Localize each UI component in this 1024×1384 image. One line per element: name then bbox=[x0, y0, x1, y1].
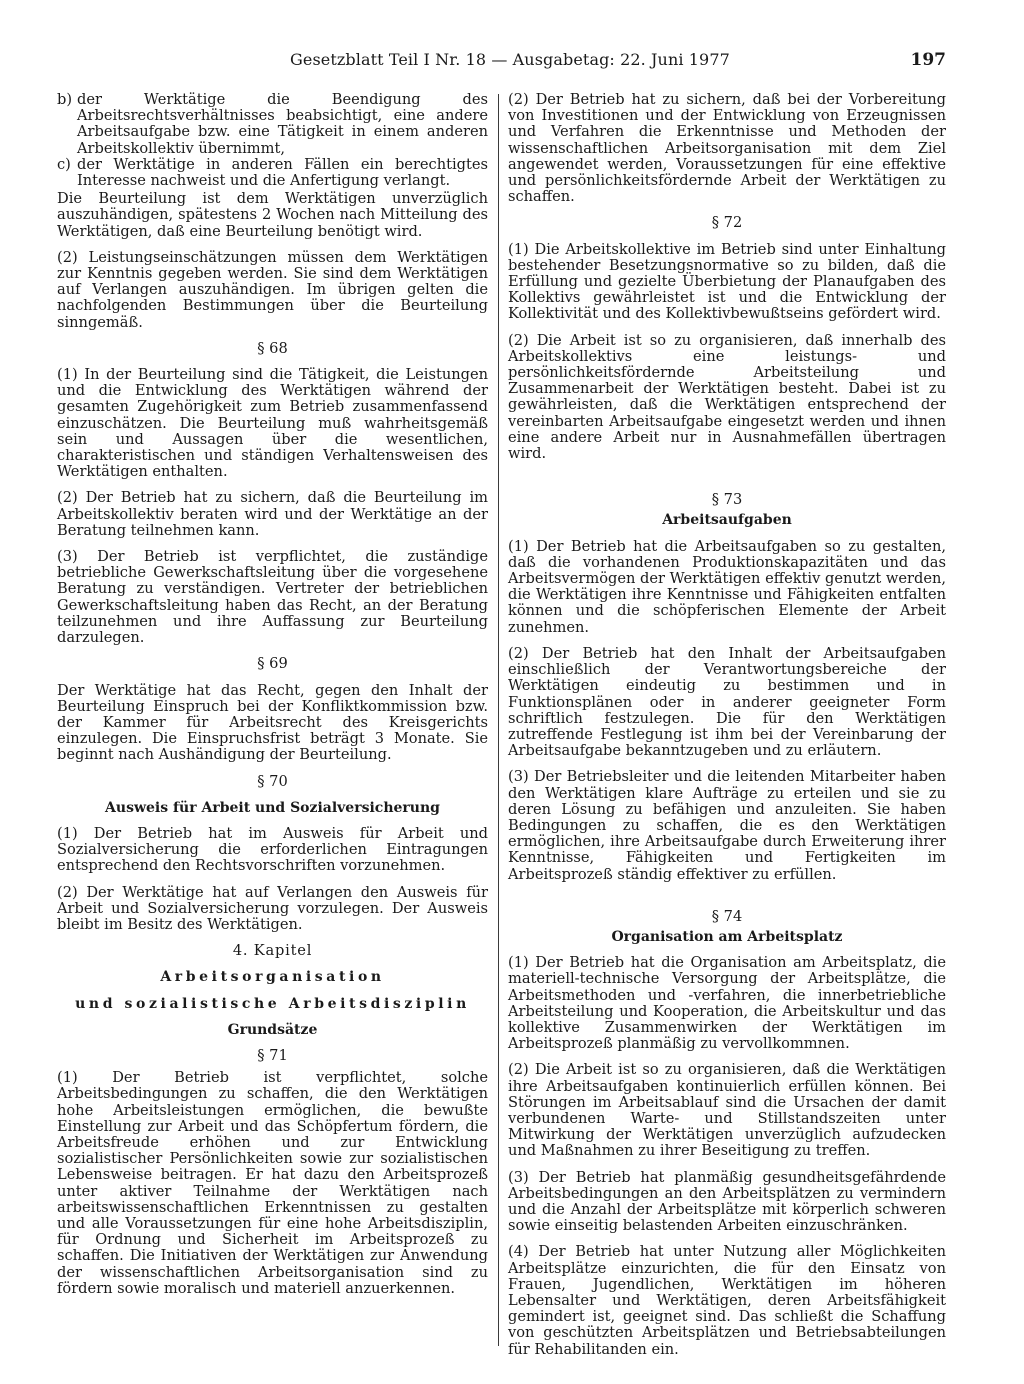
left-column bbox=[57, 92, 488, 1307]
right-column bbox=[508, 92, 946, 1368]
gazette-title: Gesetzblatt Teil I Nr. 18 — Ausgabetag: 22. Juni 1977 bbox=[290, 50, 730, 69]
paragraph-71-2: (2) Der Betrieb hat zu sichern, daß bei der Vorbereitung von Investitionen und der Entwicklung von Erzeugnissen und Verfahren die Erkenntnisse und Methoden der wissenschaftlichen Arbeitsorganisation mit dem Ziel angewendet werden, Voraussetzungen für eine effektive und persönlichkeitsfördernde Arbeit der Werktätigen zu schaffen. bbox=[508, 91, 946, 206]
paragraph-73-2: (2) Der Betrieb hat den Inhalt der Arbeitsaufgaben einschließlich der Verantwortungsbereiche der Werktätigen eindeutig zu bestimmen und in Funktionsplänen oder in anderer geeigneter Form schriftlich festzulegen. Die für den Werktätigen zutreffende Festlegung ist ihm bei der Vereinbarung der Arbeitsaufgabe bekanntzugeben und zu erläutern. bbox=[508, 644, 946, 760]
section-heading-74: § 74 bbox=[711, 907, 743, 925]
list-item-text: der Werktätige die Beendigung des Arbeitsrechtsverhältnisses beabsichtigt, eine andere Arbeitsaufgabe bzw. eine Tätigkeit in einem anderen Arbeitskollektiv übernimmt, bbox=[77, 91, 488, 157]
section-title-73: Arbeitsaufgaben bbox=[662, 512, 792, 529]
page-header bbox=[290, 50, 946, 74]
list-item-c bbox=[57, 157, 488, 189]
section-heading-73: § 73 bbox=[711, 491, 743, 509]
list-item-text: der Werktätige in anderen Fällen ein berechtigtes Interesse nachweist und die Anfertigung verlangt. bbox=[77, 155, 488, 190]
paragraph-68-2: (2) Der Betrieb hat zu sichern, daß die Beurteilung im Arbeitskollektiv beraten wird und der Werktätige an der Beratung teilnehmen kann. bbox=[57, 489, 488, 539]
list-item-label: b) bbox=[57, 91, 73, 108]
section-heading-70: § 70 bbox=[257, 772, 288, 790]
list-item-label: c) bbox=[57, 155, 71, 173]
paragraph-73-3: (3) Der Betriebsleiter und die leitenden Mitarbeiter haben den Werktätigen klare Aufträge zu erteilen und sie zu deren Lösung zu befähigen und anzuleiten. Sie haben Bedingungen zu schaffen, die es den Werktätigen ermöglichen, ihre Arbeitsaufgabe durch Erweiterung ihrer Kenntnisse, Fähigkeiten und Fertigkeiten im Arbeitsprozeß ständig effektiver zu erfüllen. bbox=[508, 768, 946, 883]
paragraph-69: Der Werktätige hat das Recht, gegen den Inhalt der Beurteilung Einspruch bei der Konfliktkommission bzw. der Kammer für Arbeitsrecht des Kreisgerichts einzulegen. Die Einspruchsfrist beträgt 3 Monate. Sie beginnt nach Aushändigung der Beurteilung. bbox=[57, 681, 488, 764]
section-heading-69: § 69 bbox=[257, 655, 288, 673]
chapter-title-line-1: Arbeitsorganisation bbox=[160, 969, 385, 986]
list-item-b bbox=[57, 92, 488, 157]
paragraph-73-1: (1) Der Betrieb hat die Arbeitsaufgaben so zu gestalten, daß die vorhandenen Produktionskapazitäten und das Arbeitsvermögen der Werktätigen effektiv genutzt werden, die Werktätigen ihre Kenntnisse und Fähigkeiten entfalten können und die schöpferischen Elemente der Arbeit zunehmen. bbox=[508, 537, 946, 636]
paragraph-leistungseinschaetzungen: (2) Leistungseinschätzungen müssen dem Werktätigen zur Kenntnis gegeben werden. Sie sind dem Werktätigen auf Verlangen auszuhändigen. Im übrigen gelten die nachfolgenden Bestimmungen über die Beurteilung sinngemäß. bbox=[57, 248, 488, 331]
paragraph-beurteilung: Die Beurteilung ist dem Werktätigen unverzüglich auszuhändigen, spätestens 2 Wochen nach Mitteilung des Werktätigen, daß eine Beurteilung benötigt wird. bbox=[57, 190, 488, 240]
paragraph-70-1: (1) Der Betrieb hat im Ausweis für Arbeit und Sozialversicherung die erforderlichen Eintragungen entsprechend den Rechtsvorschriften vorzunehmen. bbox=[57, 824, 488, 875]
column-divider bbox=[498, 94, 499, 1346]
paragraph-71-1: (1) Der Betrieb ist verpflichtet, solche Arbeitsbedingungen zu schaffen, die den Werktätigen hohe Arbeitsleistungen ermöglichen, die bewußte Einstellung zur Arbeit und das Schöpfertum fördern, die Arbeitsfreude erhöhen und zur Entwicklung sozialistischer Persönlichkeiten sowie zur sozialistischen Lebensweise beitragen. Er hat dazu den Arbeitsprozeß unter aktiver Teilnahme der Werktätigen nach arbeitswissenschaftlichen Erkenntnissen zu gestalten und alle Voraussetzungen für eine hohe Arbeitsdisziplin, für Ordnung und Sicherheit im Arbeitsprozeß zu schaffen. Die Initiativen der Werktätigen zur Anwendung der wissenschaftlichen Arbeitsorganisation sind zu fördern sowie moralisch und materiell anzuerkennen. bbox=[57, 1069, 488, 1297]
section-heading-68: § 68 bbox=[257, 339, 288, 357]
paragraph-70-2: (2) Der Werktätige hat auf Verlangen den Ausweis für Arbeit und Sozialversicherung vorzulegen. Der Ausweis bleibt im Besitz des Werktätigen. bbox=[57, 883, 488, 933]
paragraph-72-2: (2) Die Arbeit ist so zu organisieren, daß innerhalb des Arbeitskollektivs eine leistungs- und persönlichkeitsfördernde Arbeitsteilung und Zusammenarbeit der Werktätigen besteht. Dabei ist zu gewährleisten, daß die Werktätigen entsprechend der vereinbarten Arbeitsaufgabe eingesetzt werden und ihnen eine andere Arbeit nur in Ausnahmefällen übertragen wird. bbox=[508, 331, 946, 463]
paragraph-68-3: (3) Der Betrieb ist verpflichtet, die zuständige betriebliche Gewerkschaftsleitung über die vorgesehene Beratung zu verständigen. Vertreter der betrieblichen Gewerkschaftsleitung haben das Recht, an der Beratung teilzunehmen und ihre Auffassung zur Beurteilung darzulegen. bbox=[57, 548, 488, 647]
page-number: 197 bbox=[910, 50, 946, 70]
paragraph-74-3: (3) Der Betrieb hat planmäßig gesundheitsgefährdende Arbeitsbedingungen an den Arbeitsplätzen zu vermindern und die Anzahl der Arbeitsplätze mit körperlich schweren sowie einseitig belastenden Arbeiten einzuschränken. bbox=[508, 1168, 946, 1235]
chapter-subtitle: Grundsätze bbox=[227, 1021, 318, 1038]
paragraph-72-1: (1) Die Arbeitskollektive im Betrieb sind unter Einhaltung bestehender Besetzungsnormative so zu bilden, daß die Erfüllung und gezielte Überbietung der Planaufgaben des Kollektivs gewährleistet ist und die Entwicklung der Kollektivität und des Kollektivbewußtseins gefördert wird. bbox=[508, 240, 946, 323]
section-heading-72: § 72 bbox=[711, 214, 743, 232]
chapter-title-line-2: und sozialistische Arbeitsdisziplin bbox=[75, 995, 470, 1012]
section-title-74: Organisation am Arbeitsplatz bbox=[611, 928, 843, 945]
section-heading-71: § 71 bbox=[257, 1046, 288, 1064]
paragraph-74-1: (1) Der Betrieb hat die Organisation am Arbeitsplatz, die materiell-technische Versorgung der Arbeitsplätze, die Arbeitsmethoden und -verfahren, die innerbetriebliche Arbeitsteilung und Kooperation, die Arbeitskultur und das kollektive Zusammenwirken der Werktätigen im Arbeitsprozeß planmäßig zu vervollkommnen. bbox=[508, 954, 946, 1053]
chapter-label: 4. Kapitel bbox=[232, 942, 313, 960]
paragraph-74-4: (4) Der Betrieb hat unter Nutzung aller Möglichkeiten Arbeitsplätze einzurichten, die für den Einsatz von Frauen, Jugendlichen, Werktätigen im höheren Lebensalter und Werktätigen, deren Arbeitsfähigkeit gemindert ist, geeignet sind. Das schließt die Schaffung von geschützten Arbeitsplätzen und Betriebsabteilungen für Rehabilitanden ein. bbox=[508, 1243, 946, 1358]
section-title-70: Ausweis für Arbeit und Sozialversicherung bbox=[105, 799, 440, 816]
paragraph-68-1: (1) In der Beurteilung sind die Tätigkeit, die Leistungen und die Entwicklung des Werktätigen während der gesamten Zugehörigkeit zum Betrieb zusammenfassend einzuschätzen. Die Beurteilung muß wahrheitsgemäß sein und Aussagen über die wesentlichen, charakteristischen und ständigen Verhaltensweisen des Werktätigen enthalten. bbox=[57, 366, 488, 481]
paragraph-74-2: (2) Die Arbeit ist so zu organisieren, daß die Werktätigen ihre Arbeitsaufgaben kontinuierlich erfüllen können. Bei Störungen im Arbeitsablauf sind die Ursachen der damit verbundenen Warte- und Stillstandszeiten unter Mitwirkung der Werktätigen unverzüglich aufzudecken und Maßnahmen zu ihrer Beseitigung zu treffen. bbox=[508, 1061, 946, 1160]
